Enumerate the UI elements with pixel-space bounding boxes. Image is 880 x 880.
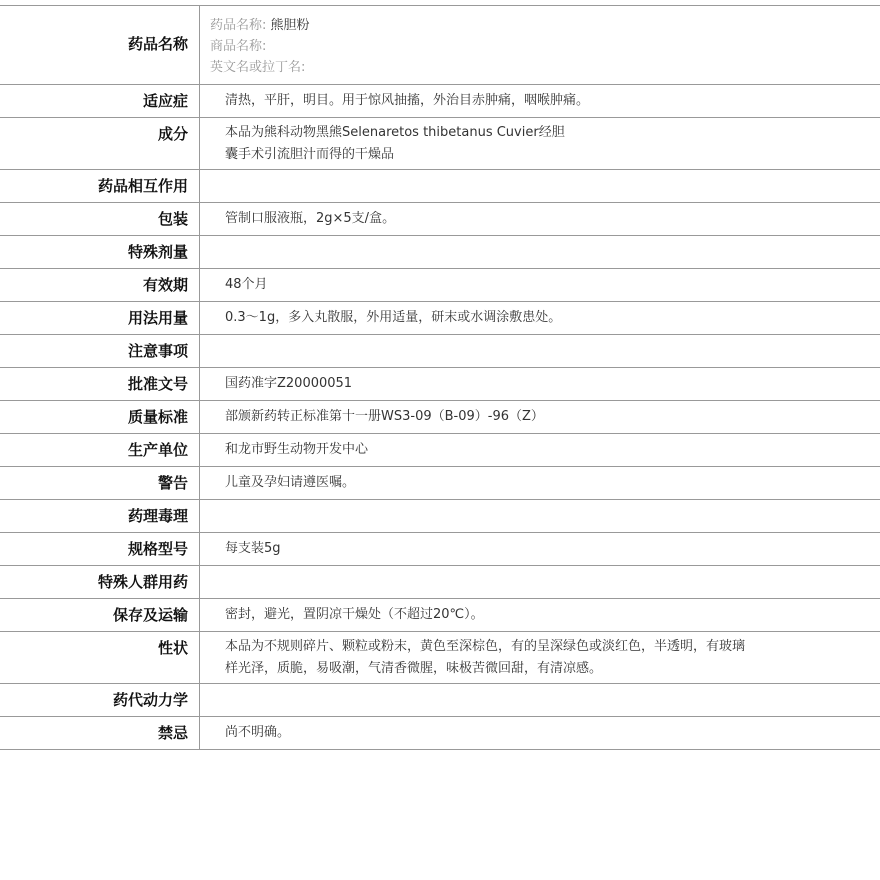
value-line: 囊手术引流胆汁而得的干燥品 <box>225 147 395 162</box>
row-value <box>200 401 880 433</box>
table-row <box>0 500 880 533</box>
row-label: 药代动力学 <box>0 684 200 716</box>
value-line: 每支装5g <box>225 541 281 556</box>
row-value <box>200 236 880 268</box>
row-label: 批准文号 <box>0 368 200 400</box>
table-row <box>0 434 880 467</box>
row-label: 特殊人群用药 <box>0 566 200 598</box>
table-row <box>0 599 880 632</box>
value-line: 尚不明确。 <box>225 725 291 740</box>
table-row <box>0 335 880 368</box>
table-row <box>0 203 880 236</box>
generic-name-label: 药品名称: <box>210 18 267 33</box>
row-label: 有效期 <box>0 269 200 301</box>
value-line: 清热，平肝，明目。用于惊风抽搐，外治目赤肿痛，咽喉肿痛。 <box>225 93 590 108</box>
value-line: 部颁新药转正标准第十一册WS3-09（B-09）-96（Z） <box>225 409 544 424</box>
row-label: 特殊剂量 <box>0 236 200 268</box>
drug-spec-table <box>0 5 880 750</box>
table-row <box>0 85 880 118</box>
table-row <box>0 533 880 566</box>
row-label: 药品相互作用 <box>0 170 200 202</box>
table-row <box>0 302 880 335</box>
row-label: 注意事项 <box>0 335 200 367</box>
value-line: 国药准字Z20000051 <box>225 376 353 391</box>
table-row <box>0 118 880 170</box>
row-value <box>200 302 880 334</box>
table-row <box>0 170 880 203</box>
row-drug-name <box>0 6 880 85</box>
value-line: 密封，避光，置阴凉干燥处（不超过20℃）。 <box>225 607 484 622</box>
row-value <box>200 203 880 235</box>
row-label: 药理毒理 <box>0 500 200 532</box>
row-value <box>200 566 880 598</box>
value-line: 本品为熊科动物黑熊Selenaretos thibetanus Cuvier经胆 <box>225 125 565 140</box>
value-line: 48个月 <box>225 277 268 292</box>
row-value <box>200 269 880 301</box>
row-label: 药品名称 <box>0 6 200 84</box>
row-label: 规格型号 <box>0 533 200 565</box>
value-line: 本品为不规则碎片、颗粒或粉末，黄色至深棕色，有的呈深绿色或淡红色，半透明，有玻璃 <box>225 639 746 654</box>
row-label: 性状 <box>0 632 200 683</box>
table-row <box>0 632 880 684</box>
row-value <box>200 368 880 400</box>
row-value <box>200 632 880 683</box>
row-label: 包装 <box>0 203 200 235</box>
row-value <box>200 500 880 532</box>
table-row <box>0 717 880 750</box>
row-label: 质量标准 <box>0 401 200 433</box>
row-value <box>200 170 880 202</box>
row-value <box>200 434 880 466</box>
row-label: 成分 <box>0 118 200 169</box>
row-label: 警告 <box>0 467 200 499</box>
row-label: 用法用量 <box>0 302 200 334</box>
generic-name-value: 熊胆粉 <box>270 18 310 33</box>
row-value <box>200 118 880 169</box>
row-value <box>200 717 880 749</box>
row-label: 生产单位 <box>0 434 200 466</box>
value-line: 管制口服液瓶，2g×5支/盒。 <box>225 211 396 226</box>
row-value <box>200 467 880 499</box>
table-row <box>0 269 880 302</box>
spec-rows <box>0 85 880 750</box>
table-row <box>0 566 880 599</box>
table-row <box>0 401 880 434</box>
row-label: 保存及运输 <box>0 599 200 631</box>
row-value <box>200 85 880 117</box>
english-name-label: 英文名或拉丁名: <box>210 60 306 75</box>
value-line: 0.3～1g，多入丸散服，外用适量，研末或水调涂敷患处。 <box>225 310 562 325</box>
row-value <box>200 335 880 367</box>
row-value <box>200 533 880 565</box>
table-row <box>0 236 880 269</box>
row-value <box>200 599 880 631</box>
row-value <box>200 6 880 84</box>
table-row <box>0 368 880 401</box>
row-label: 禁忌 <box>0 717 200 749</box>
table-row <box>0 467 880 500</box>
table-row <box>0 684 880 717</box>
row-value <box>200 684 880 716</box>
value-line: 样光泽，质脆，易吸潮，气清香微腥，味极苦微回甜，有清凉感。 <box>225 661 603 676</box>
generic-name-line <box>210 15 880 36</box>
value-line: 儿童及孕妇请遵医嘱。 <box>225 475 356 490</box>
trade-name-label: 商品名称: <box>210 39 267 54</box>
value-line: 和龙市野生动物开发中心 <box>225 442 369 457</box>
row-label: 适应症 <box>0 85 200 117</box>
